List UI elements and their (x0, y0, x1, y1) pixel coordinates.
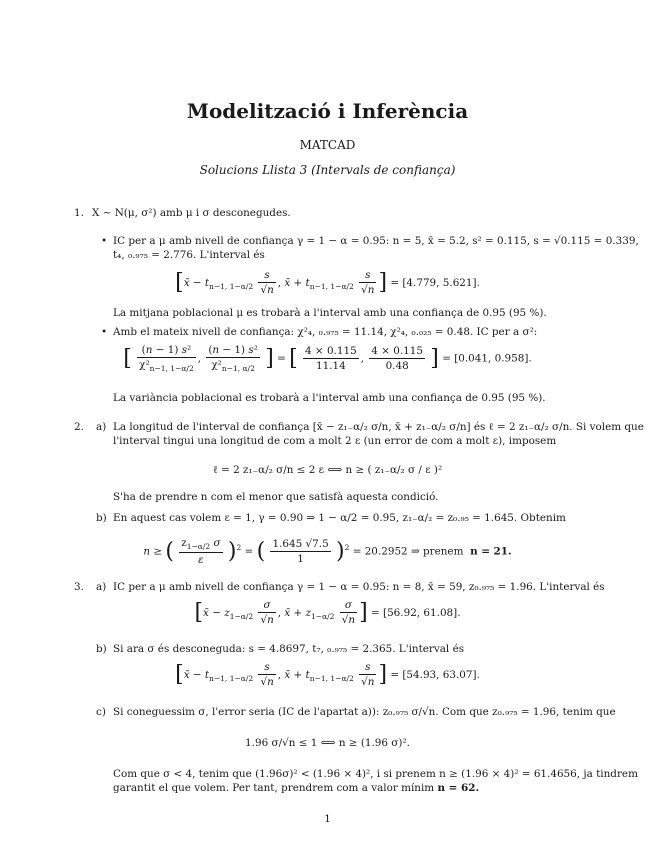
p2-b-answer: n = 21. (470, 545, 512, 558)
p2-part-b-label: b) (96, 512, 107, 524)
p1-bullet1-line1: IC per a μ amb nivell de confiança γ = 1 − α = 0.95: n = 5, x̄ = 5.2, s² = 0.115, s = √0.115 = 0.339, (113, 235, 639, 247)
bullet-icon: • (101, 326, 108, 338)
p3-part-a-label: a) (96, 581, 107, 593)
problem-3-number: 3. (74, 581, 84, 593)
document-subtitle: Solucions Llista 3 (Intervals de confiança) (199, 163, 456, 177)
eq2-denominator-2: 0.48 (385, 360, 409, 373)
p1-mean-interval-result: = [4.779, 5.621]. (390, 276, 480, 289)
p1-bullet1-line2: t₄, ₀.₉₇₅ = 2.776. L'interval és (113, 249, 265, 261)
p3-b-line: Si ara σ és desconeguda: s = 4.8697, t₇, ₀.₉₇₅ = 2.365. L'interval és (113, 643, 465, 655)
p2-a-line2: l'interval tingui una longitud de com a molt 2 ε (un error de com a molt ε), imposem (113, 435, 557, 447)
p3-c-conclusion-text: garantit el que volem. Per tant, prendrem com a valor mínim (113, 782, 435, 794)
p1-bullet1-conclusion: La mitjana poblacional μ es trobarà a l'interval amb una confiança de 0.95 (95 %). (113, 307, 547, 319)
p2-a-equation: ℓ = 2 z₁₋α/₂ σ/n ≤ 2 ε ⟺ n ≥ ( z₁₋α/₂ σ / ε )² (212, 464, 443, 476)
p3-b-result: = [54.93, 63.07]. (390, 668, 480, 681)
p3-b-equation: [x̄ − $t_{n-1, 1-\alpha/2}$ $\frac{s}{√n}$ , x̄ + $t_{n-1, 1-\alpha/2}$ $\frac{s}{√n}$ ] = [54.93, 63.07]. (175, 661, 480, 689)
p1-bullet2-conclusion: La variància poblacional es trobarà a l'interval amb una confiança de 0.95 (95 %). (113, 392, 546, 404)
p1-variance-interval-equation: [ $\frac{\text{(n − 1) s²}}{\chi^2_{n-1, 1-\alpha/2}}$ , $\frac{\text{(n − 1) s²}}{\chi^2_{n-1, \alpha/2}}$ ] = [ $\frac{4 \times 0.115}{11.14}$ , $\frac{4 \times 0.115}{0.48}$ ] = [0.041, 0.958]. (123, 344, 532, 374)
eq2-numerator-2: 4 × 0.115 (369, 344, 425, 359)
p3-c-line: Si coneguessim σ, l'error seria (IC de l'apartat a)): z₀.₉₇₅ σ/√n. Com que z₀.₉₇₅ = 1.96, tenim que (113, 706, 616, 718)
p1-bullet2-line: Amb el mateix nivell de confiança: χ²₄, ₀.₉₇₅ = 11.14, χ²₄, ₀.₀₂₅ = 0.48. IC per a σ²: (113, 326, 538, 338)
p2-part-a-label: a) (96, 421, 107, 433)
p3-c-conclusion-line1: Com que σ < 4, tenim que (1.96σ)² < (1.96 × 4)², i si prenem n ≥ (1.96 × 4)² = 61.4656, ja tindrem (113, 768, 638, 780)
p1-variance-interval-result: = [0.041, 0.958]. (442, 352, 532, 365)
p3-a-result: = [56.92, 61.08]. (371, 606, 461, 619)
document-title: Modelització i Inferència (186, 99, 469, 123)
p3-a-line: IC per a μ amb nivell de confiança γ = 1 − α = 0.95: n = 8, x̄ = 59, z₀.₉₇₅ = 1.96. L'interval és (113, 581, 605, 593)
p2-b-line: En aquest cas volem ε = 1, γ = 0.90 ⇒ 1 − α/2 = 0.95, z₁₋α/₂ = z₀.₉₅ = 1.645. Obtenim (113, 512, 566, 524)
p2-a-line1: La longitud de l'interval de confiança [x̄ − z₁₋α/₂ σ/n, x̄ + z₁₋α/₂ σ/n] és ℓ = 2 z₁₋α/₂ σ/n. Si volem que (113, 421, 644, 433)
p1-mean-interval-equation: [x̄ − $t_{n-1, 1-\alpha/2}$ $\frac{s}{√n}$ , x̄ + $t_{n-1, 1-\alpha/2}$ $\frac{s}{√n}$ ] = [4.779, 5.621]. (175, 269, 480, 297)
problem-1-intro: X ∼ N(μ, σ²) amb μ i σ desconegudes. (92, 207, 291, 219)
p2-a-conclusion: S'ha de prendre n com el menor que satisfà aquesta condició. (113, 491, 439, 503)
p3-part-b-label: b) (96, 643, 107, 655)
problem-1-number: 1. (74, 207, 84, 219)
p3-part-c-label: c) (96, 706, 106, 718)
problem-2-number: 2. (74, 421, 84, 433)
p3-a-equation: [x̄ − $z_{1-\alpha/2}$ $\frac{\sigma}{√n}$ , x̄ + $z_{1-\alpha/2}$ $\frac{\sigma}{√n}$ ] = [56.92, 61.08]. (194, 599, 461, 627)
p2-b-fraction-top: 1.645 √7.5 (270, 537, 330, 552)
course-name: MATCAD (299, 138, 356, 152)
eq2-denominator-1: 11.14 (315, 360, 346, 373)
p3-c-conclusion-line2 (113, 781, 479, 795)
p3-c-equation: 1.96 σ/√n ≤ 1 ⟺ n ≥ (1.96 σ)². (245, 737, 410, 749)
p2-b-equation: n ≥ ( $\frac{z_{1-\alpha/2} \sigma}{\varepsilon}$ )$^2$ = ( $\frac{1.645 √7.5}{1}$ )$^2$ = 20.2952 ⇒ prenem n = 21. (143, 537, 512, 567)
page-number: 1 (324, 813, 331, 825)
p2-b-result: = 20.2952 ⇒ prenem (352, 545, 464, 558)
eq2-numerator-1: 4 × 0.115 (303, 344, 359, 359)
bullet-icon: • (101, 235, 108, 247)
p3-c-answer: n = 62. (437, 782, 480, 794)
